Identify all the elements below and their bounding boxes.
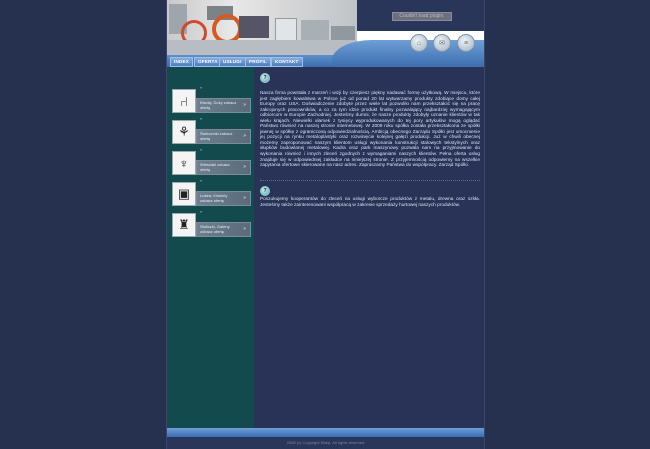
cooperation-paragraph: Poszukujemy kooperantów do zleceń na usługi wyborcze produktów z metalu, drewna oraz szkła. Jesteśmy także zainteresowani współpracą w zakresie sprzedaży hurtowej naszych produktów. — [260, 197, 480, 208]
arrow-icon: » — [200, 209, 203, 214]
header-photo — [167, 0, 357, 55]
nav-uslugi[interactable]: USŁUGI — [219, 57, 246, 67]
home-icon[interactable]: ⌂ — [410, 34, 428, 52]
chevron-right-icon: » — [243, 195, 246, 201]
question-icon: ? — [260, 186, 270, 196]
sitemap-icon[interactable]: ≡ — [457, 34, 475, 52]
sidebar-item-label: Wieszaki zobacz ofertę — [200, 162, 230, 172]
chevron-right-icon: » — [243, 164, 246, 170]
sidebar-item-button[interactable] — [196, 191, 251, 206]
sidebar-item-button[interactable] — [196, 129, 251, 144]
main-content — [254, 67, 484, 428]
mirror-icon: ▣ — [172, 182, 196, 206]
candlestick-icon: ⚘ — [172, 120, 196, 144]
sidebar-item-button[interactable] — [196, 98, 251, 113]
sidebar-item-mirrors[interactable] — [172, 178, 250, 204]
sidebar — [167, 67, 254, 428]
sidebar-item-label: Lustra, Kinkiety zobacz ofertę — [200, 193, 228, 203]
nav-oferta[interactable]: OFERTA — [194, 57, 222, 67]
arrow-icon: » — [200, 116, 203, 121]
footer-bar — [167, 428, 484, 437]
sidebar-item-chairs[interactable] — [172, 85, 250, 111]
sidebar-item-label: Kiwoły, Doży zobacz ofertę — [200, 100, 237, 110]
sidebar-item-tables[interactable] — [172, 209, 250, 235]
arrow-icon: » — [200, 147, 203, 152]
table-icon: ♜ — [172, 213, 196, 237]
page-frame — [166, 0, 485, 449]
about-paragraph: Nasza firma powstała z marzeń i wizji by czerpiesz piękny nadawać formę użytkową. W miejscu, które jest zagłębiem kowalstwa w Polsce już od ponad 20 lat wytwarzamy produkty zdobiące domy całej Europy oraz USA. Doświadczenie zdobyte przez wiele lat pozwoliło nam przekształcić się na pracę zakrojonych pracowników, a co za tym idzie produkt finalny pozwalający najbardziej wymagającym odbiorcom w Europie Zachodniej. Jesteśmy dumni, że nasze produkty zdobyły uznanie klientów w tak wielu krajach. Niewielki ułamek z tysięcy wyprodukowanych do tej pory artykułów mogą oglądać Państwo również na naszej stronie internetowej. W 2009 roku spółka została przekształcona ze spółki jawnej w spółkę z ograniczoną odpowiedzialnością. Ambicją obecnego Zarządu Spółki jest umocnienie jej pozycji na rynku metaloplastyki oraz rozwinięcie kolejnej gałęzi produkcji. Już w chwili obecnej możemy zaproponować naszym klientom usługi wykonania konstrukcji stalowych tekstylnych oraz słupków budowlanej metalowej. Kadra oraz park maszynowy pozwala nam na przyjmowanie do wykonania również i innych zleceń zgodnych z wymaganiami naszych klientów. Pełna oferta usług znajduje się w odpowiedniej zakładce na niniejszej stronie. Z przyjemnością odpowiemy na wszelkie zapytania ofertowe skierowane na nasz adres. Zapraszamy Państwa do współpracy. Zarząd Spółki. — [260, 91, 480, 169]
chevron-right-icon: » — [243, 102, 246, 108]
arrow-icon: » — [200, 85, 203, 90]
sidebar-item-hangers[interactable] — [172, 147, 250, 173]
sidebar-item-button[interactable] — [196, 222, 251, 237]
footer-copyright: 2008 (c) Copyright Elstyl, All rights reserved — [286, 440, 365, 445]
mail-icon[interactable]: ✉ — [433, 34, 451, 52]
sidebar-item-button[interactable] — [196, 160, 251, 175]
nav-kontakt[interactable]: KONTAKT — [271, 57, 303, 67]
divider — [260, 180, 480, 181]
chevron-right-icon: » — [243, 226, 246, 232]
sidebar-item-label: Stoliczki, Galeny zobacz ofertę — [200, 224, 230, 234]
chevron-right-icon: » — [243, 133, 246, 139]
chair-icon: ⑁ — [172, 89, 196, 113]
nav-index[interactable]: INDEX — [170, 57, 193, 67]
question-icon: ? — [260, 73, 270, 83]
plugin-placeholder: Couldn't load plugin. — [392, 12, 452, 21]
arrow-icon: » — [200, 178, 203, 183]
sidebar-item-label: Świeczniki zobacz ofertę — [200, 131, 233, 141]
hanger-icon: ♆ — [172, 151, 196, 175]
sidebar-item-candlesticks[interactable] — [172, 116, 250, 142]
nav-profil[interactable]: PROFIL — [245, 57, 271, 67]
